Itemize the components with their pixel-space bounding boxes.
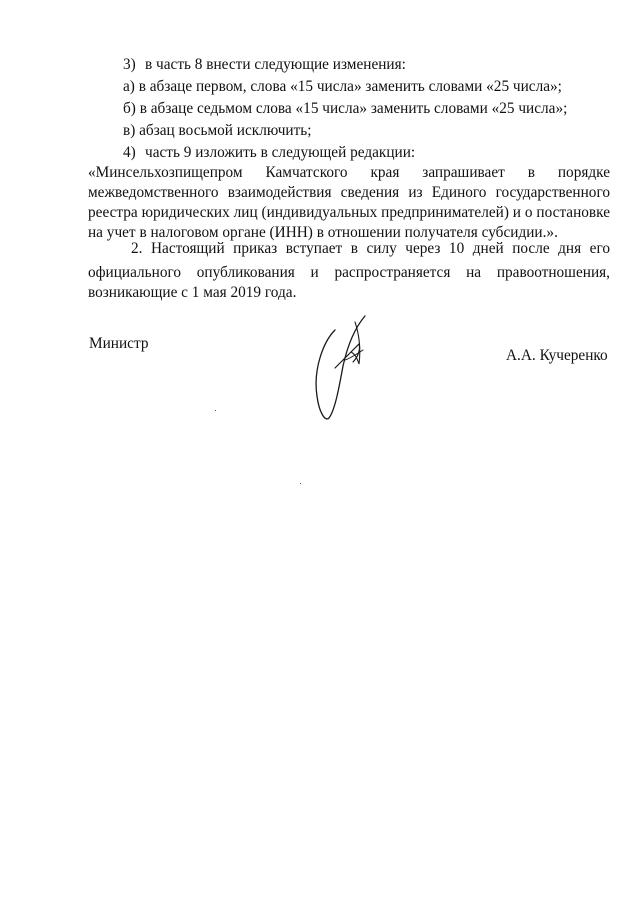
item-3v: в) абзац восьмой исключить; (123, 122, 312, 139)
item-4 (123, 143, 415, 162)
item-3-text: в часть 8 внести следующие изменения: (145, 56, 406, 73)
quote-line-4: на учет в налоговом органе (ИНН) в отношении получателя субсидии.». (88, 224, 558, 241)
item-4-number: 4) (123, 144, 136, 161)
item-3b: б) в абзаце седьмом слова «15 числа» заменить словами «25 числа»; (123, 100, 568, 117)
item-4-text: часть 9 изложить в следующей редакции: (145, 144, 416, 161)
item-3-number: 3) (123, 56, 136, 73)
clause-2-line-1: 2. Настоящий приказ вступает в силу через 10 дней после дня его (131, 240, 610, 257)
scan-speck (300, 483, 301, 484)
signatory-position: Министр (89, 335, 149, 352)
handwritten-signature (305, 308, 375, 426)
quote-line-2: межведомственного взаимодействия сведения из Единого государственного (88, 184, 610, 201)
quote-line-1: «Минсельхозпищепром Камчатского края запрашивает в порядке (88, 164, 610, 181)
clause-2-line-3: возникающие с 1 мая 2019 года. (88, 284, 297, 301)
item-3a: а) в абзаце первом, слова «15 числа» заменить словами «25 числа»; (123, 78, 562, 95)
item-3 (123, 55, 406, 74)
signatory-name: А.А. Кучеренко (506, 347, 608, 364)
quote-line-3: реестра юридических лиц (индивидуальных предпринимателей) и о постановке (88, 204, 610, 221)
scan-speck (215, 410, 216, 411)
clause-2-line-2: официального опубликования и распространяется на правоотношения, (88, 264, 610, 281)
